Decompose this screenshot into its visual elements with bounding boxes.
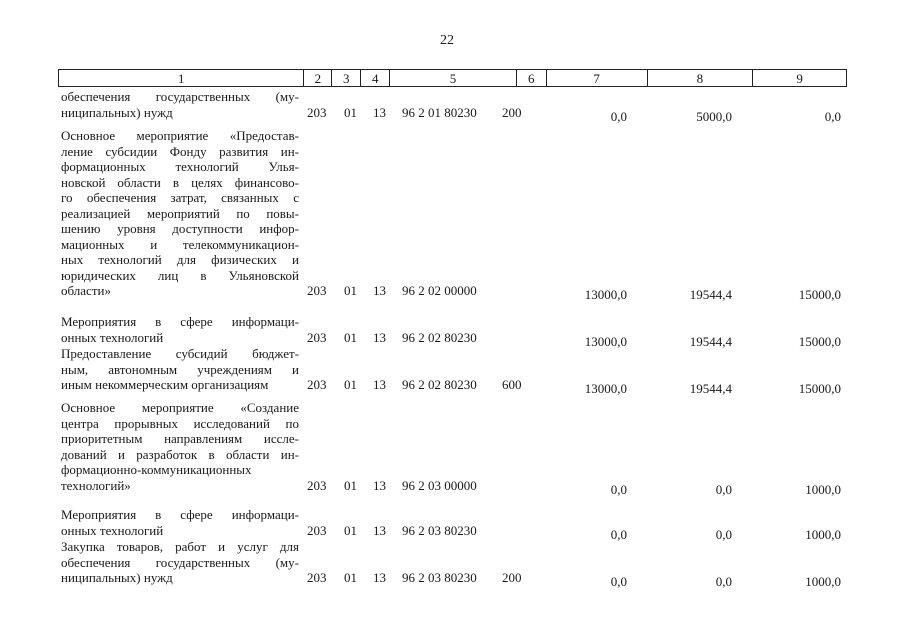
description-line: Предоставление субсидий бюджет- — [61, 346, 299, 361]
description-line: центра прорывных исследований по — [61, 415, 299, 431]
page-number: 22 — [440, 33, 454, 48]
cell-c7: 13000,0 — [584, 333, 627, 349]
cell-c7: 0,0 — [610, 526, 627, 542]
description-line: Основное мероприятие «Предостав- — [61, 128, 299, 143]
cell-c8: 19544,4 — [689, 287, 732, 302]
cell-c2: 203 — [307, 570, 327, 585]
cell-c5: 96 2 02 80230 — [402, 329, 477, 345]
header-col-2: 2 — [304, 70, 332, 86]
cell-c4: 13 — [373, 522, 386, 538]
cell-c6: 600 — [502, 377, 522, 392]
cell-c9: 0,0 — [824, 108, 841, 124]
description-line: дований и разработок в области ин- — [61, 446, 299, 462]
cell-c4: 13 — [373, 283, 386, 298]
description-line: приоритетным направлениям иссле- — [61, 431, 299, 446]
cell-c9: 15000,0 — [798, 287, 841, 302]
description-line: иным некоммерческим организациям — [61, 377, 269, 392]
cell-c9: 15000,0 — [798, 381, 841, 396]
description-line: ниципальных) нужд — [61, 104, 173, 120]
description-line: ных технологий для физических и — [61, 252, 299, 267]
cell-c7: 0,0 — [610, 481, 627, 497]
description-line: ление субсидии Фонду развития ин- — [61, 143, 299, 159]
cell-c3: 01 — [344, 283, 357, 298]
row-description — [61, 128, 299, 299]
cell-c3: 01 — [344, 104, 357, 120]
header-col-3: 3 — [332, 70, 361, 86]
header-col-7: 7 — [547, 70, 648, 86]
cell-c6: 200 — [502, 104, 522, 120]
cell-c9: 15000,0 — [798, 333, 841, 349]
header-col-8: 8 — [648, 70, 754, 86]
description-line: онных технологий — [61, 522, 164, 538]
cell-c5: 96 2 03 80230 — [402, 570, 477, 585]
cell-c7: 0,0 — [610, 574, 627, 589]
description-line: Мероприятия в сфере информаци- — [61, 314, 299, 329]
cell-c9: 1000,0 — [805, 481, 841, 497]
cell-c9: 1000,0 — [805, 574, 841, 589]
description-line: Мероприятия в сфере информаци- — [61, 507, 299, 522]
description-line: шению уровня доступности инфор- — [61, 221, 299, 236]
cell-c4: 13 — [373, 377, 386, 392]
header-col-6: 6 — [517, 70, 547, 86]
description-line: формационных технологий Улья- — [61, 159, 299, 174]
cell-c8: 0,0 — [715, 526, 732, 542]
cell-c7: 13000,0 — [584, 381, 627, 396]
cell-c5: 96 2 03 00000 — [402, 477, 477, 493]
cell-c5: 96 2 01 80230 — [402, 104, 477, 120]
header-col-4: 4 — [361, 70, 390, 86]
description-line: ниципальных) нужд — [61, 570, 173, 585]
description-line: обеспечения государственных (му- — [61, 89, 299, 104]
header-col-5: 5 — [390, 70, 517, 86]
cell-c4: 13 — [373, 329, 386, 345]
cell-c3: 01 — [344, 522, 357, 538]
description-line: формационно-коммуникационных — [61, 462, 252, 477]
table-header — [58, 69, 847, 87]
cell-c3: 01 — [344, 477, 357, 493]
description-line: мационных и телекоммуникацион- — [61, 236, 299, 252]
cell-c8: 0,0 — [715, 574, 732, 589]
cell-c3: 01 — [344, 377, 357, 392]
description-line: технологий» — [61, 477, 131, 493]
cell-c4: 13 — [373, 570, 386, 585]
header-col-9: 9 — [796, 71, 803, 86]
description-line: новской области в целях финансово- — [61, 174, 299, 190]
description-line: реализацией мероприятий по повы- — [61, 205, 299, 221]
cell-c3: 01 — [344, 570, 357, 585]
cell-c8: 19544,4 — [689, 381, 732, 396]
cell-c4: 13 — [373, 104, 386, 120]
row-description — [61, 507, 299, 538]
cell-c2: 203 — [307, 283, 327, 298]
header-col-1: 1 — [59, 70, 304, 86]
cell-c6: 200 — [502, 570, 522, 585]
cell-c7: 0,0 — [610, 108, 627, 124]
cell-c5: 96 2 02 80230 — [402, 377, 477, 392]
cell-c2: 203 — [307, 104, 327, 120]
cell-c8: 0,0 — [715, 481, 732, 497]
cell-c4: 13 — [373, 477, 386, 493]
description-line: ным, автономным учреждениям и — [61, 361, 299, 377]
cell-c8: 19544,4 — [689, 333, 732, 349]
description-line: области» — [61, 283, 111, 298]
cell-c5: 96 2 03 80230 — [402, 522, 477, 538]
cell-c2: 203 — [307, 522, 327, 538]
cell-c2: 203 — [307, 377, 327, 392]
cell-c9: 1000,0 — [805, 526, 841, 542]
row-description — [61, 400, 299, 493]
cell-c5: 96 2 02 00000 — [402, 283, 477, 298]
row-description — [61, 539, 299, 586]
description-line: го обеспечения затрат, связанных с — [61, 190, 299, 205]
row-description — [61, 314, 299, 345]
description-line: Закупка товаров, работ и услуг для — [61, 539, 299, 554]
cell-c7: 13000,0 — [584, 287, 627, 302]
cell-c2: 203 — [307, 329, 327, 345]
description-line: обеспечения государственных (му- — [61, 554, 299, 570]
description-line: Основное мероприятие «Создание — [61, 400, 299, 415]
description-line: юридических лиц в Ульяновской — [61, 267, 299, 283]
cell-c2: 203 — [307, 477, 327, 493]
description-line: онных технологий — [61, 329, 164, 345]
row-description — [61, 89, 299, 120]
row-description — [61, 346, 299, 393]
cell-c3: 01 — [344, 329, 357, 345]
cell-c8: 5000,0 — [696, 108, 732, 124]
